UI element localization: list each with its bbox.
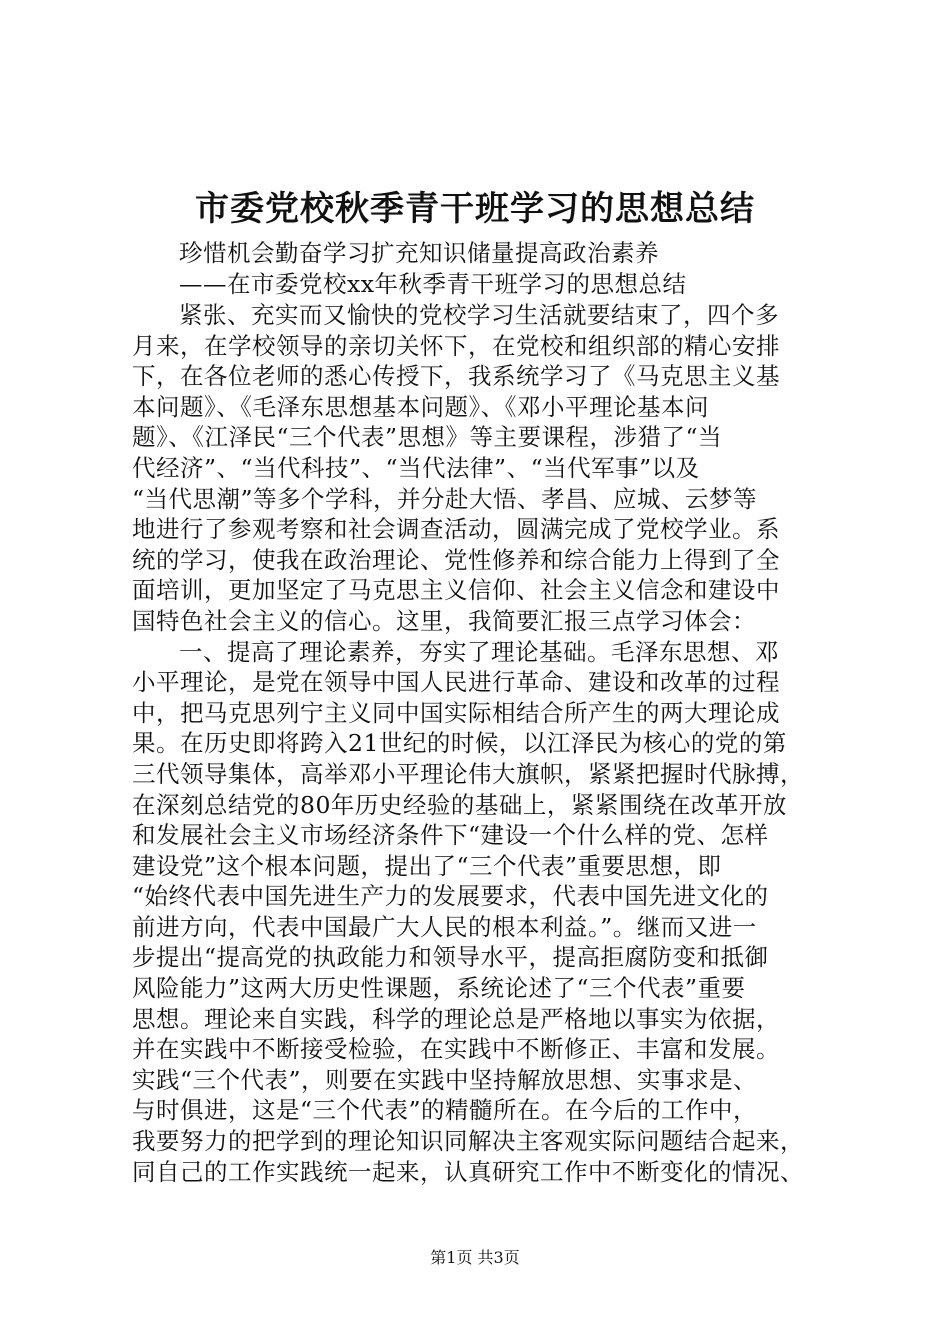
body-line: “始终代表中国先进生产力的发展要求，代表中国先进文化的 [132, 882, 769, 911]
document-title: 市委党校秋季青干班学习的思想总结 [195, 189, 755, 229]
body-line: 地进行了参观考察和社会调查活动，圆满完成了党校学业。系 [132, 515, 780, 544]
body-line: 国特色社会主义的信心。这里，我简要汇报三点学习体会： [132, 606, 756, 635]
body-line: 题》、《江泽民“三个代表”思想》等主要课程，涉猎了“当 [132, 423, 723, 452]
body-line: 紧张、充实而又愉快的党校学习生活就要结束了，四个多 [179, 301, 779, 329]
page-footer: 第1页 共3页 [430, 1248, 520, 1267]
body-line: 面培训，更加坚定了马克思主义信仰、社会主义信念和建设中 [132, 576, 780, 605]
body-line: 并在实践中不断接受检验，在实践中不断修正、丰富和发展。 [132, 1035, 780, 1064]
body-line: 下，在各位老师的悉心传授下，我系统学习了《马克思主义基 [132, 362, 780, 391]
body-line: 我要努力的把学到的理论知识同解决主客观实际问题结合起来， [132, 1127, 804, 1156]
body-line: 果。在历史即将跨入21世纪的时候，以江泽民为核心的党的第 [132, 729, 787, 758]
body-line: 代经济”、“当代科技”、“当代法律”、“当代军事”以及 [132, 453, 700, 482]
body-line: “当代思潮”等多个学科，并分赴大悟、孝昌、应城、云梦等 [132, 484, 758, 513]
body-line: 与时俱进，这是“三个代表”的精髓所在。在今后的工作中， [132, 1096, 758, 1125]
body-line: 实践“三个代表”，则要在实践中坚持解放思想、实事求是、 [132, 1065, 758, 1094]
body-line: 和发展社会主义市场经济条件下“建设一个什么样的党、怎样 [132, 821, 769, 850]
body-line: 思想。理论来自实践，科学的理论总是严格地以事实为依据， [132, 1004, 780, 1033]
body-line: 统的学习，使我在政治理论、党性修养和综合能力上得到了全 [132, 545, 780, 574]
body-line: 月来，在学校领导的亲切关怀下，在党校和组织部的精心安排 [132, 331, 780, 360]
body-line: 风险能力”这两大历史性课题，系统论述了“三个代表”重要 [132, 974, 746, 1003]
body-line: 在深刻总结党的80年历史经验的基础上，紧紧围绕在改革开放 [132, 790, 787, 819]
document-body [132, 300, 832, 1187]
document-subsubtitle: ——在市委党校xx年秋季青干班学习的思想总结 [179, 270, 687, 298]
body-line: 本问题》、《毛泽东思想基本问题》、《邓小平理论基本问 [132, 392, 709, 421]
body-line: 三代领导集体，高举邓小平理论伟大旗帜，紧紧把握时代脉搏， [132, 759, 804, 788]
body-line: 小平理论，是党在领导中国人民进行革命、建设和改革的过程 [132, 668, 780, 697]
body-line: 同自己的工作实践统一起来，认真研究工作中不断变化的情况、 [132, 1157, 804, 1186]
body-line: 前进方向，代表中国最广大人民的根本利益。”。继而又进一 [132, 912, 757, 941]
body-line: 一、提高了理论素养，夯实了理论基础。毛泽东思想、邓 [179, 637, 779, 666]
body-line: 建设党”这个根本问题，提出了“三个代表”重要思想，即 [132, 851, 722, 880]
document-subtitle: 珍惜机会勤奋学习扩充知识储量提高政治素养 [179, 239, 659, 267]
body-line: 步提出“提高党的执政能力和领导水平，提高拒腐防变和抵御 [132, 943, 769, 972]
body-line: 中，把马克思列宁主义同中国实际相结合所产生的两大理论成 [132, 698, 780, 727]
